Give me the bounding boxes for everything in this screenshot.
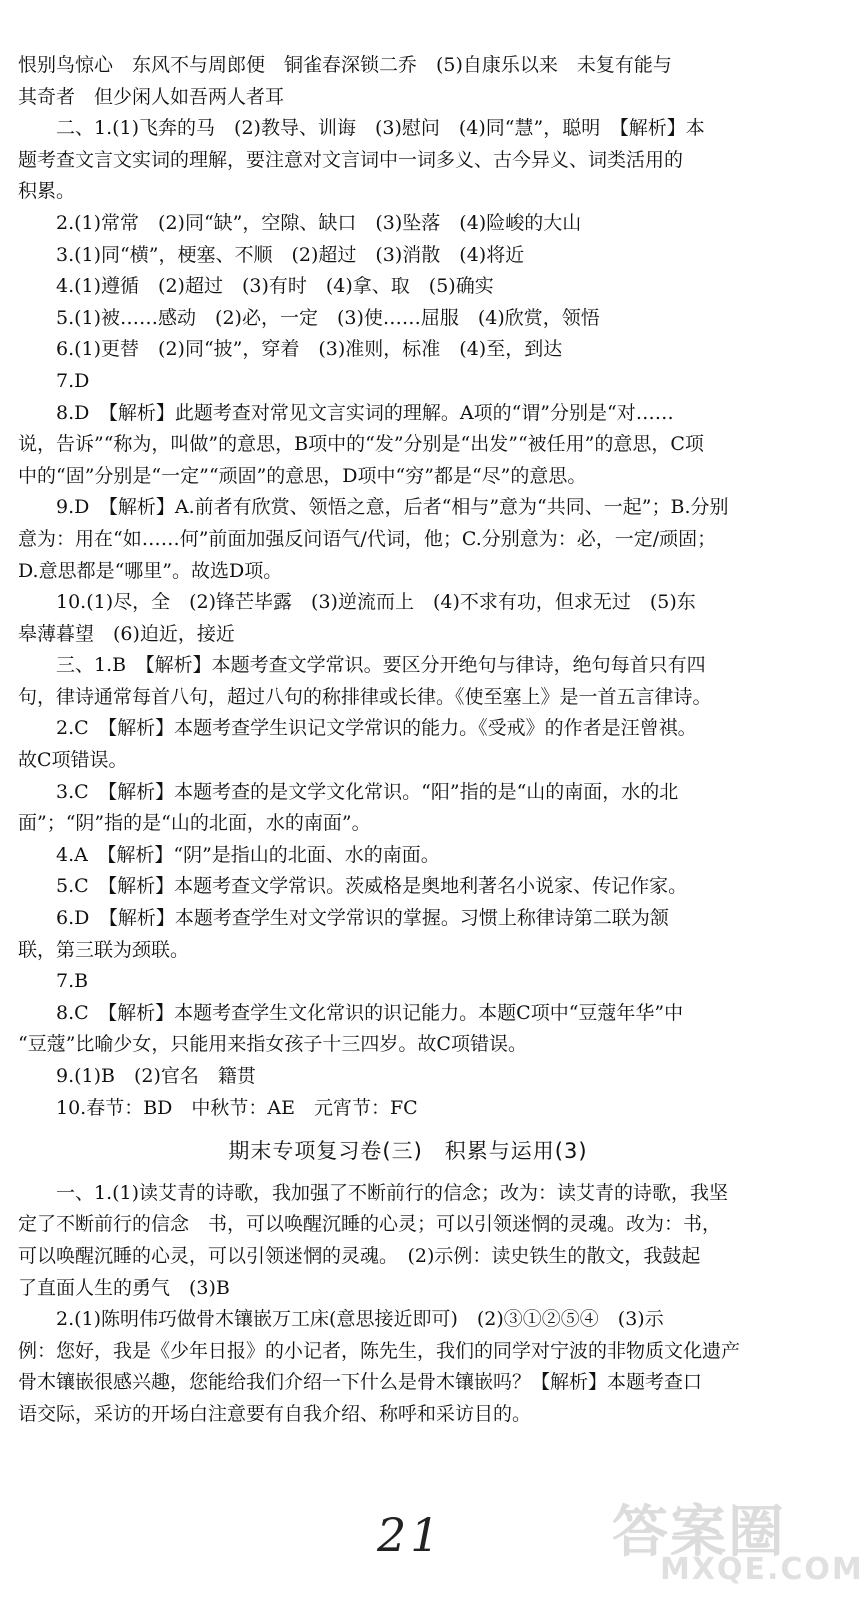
text-line: 可以唤醒沉睡的心灵，可以引领迷惘的灵魂。 (2)示例：读史铁生的散文，我鼓起 bbox=[18, 1244, 701, 1267]
text-line: 2.C 【解析】本题考查学生识记文学常识的能力。《受戒》的作者是汪曾祺。 bbox=[56, 717, 697, 740]
text-line: 题考查文言文实词的理解，要注意对文言词中一词多义、古今异义、词类活用的 bbox=[18, 148, 684, 171]
text-line: 联，第三联为颈联。 bbox=[18, 938, 190, 961]
text-line: 恨别鸟惊心 东风不与周郎便 铜雀春深锁二乔 (5)自康乐以来 未复有能与 bbox=[18, 54, 672, 76]
text-line: 7.D bbox=[56, 369, 90, 392]
text-line: 积累。 bbox=[18, 180, 76, 203]
text-line: 2.(1)常常 (2)同“缺”，空隙、缺口 (3)坠落 (4)险峻的大山 bbox=[56, 211, 582, 234]
text-line: 7.B bbox=[56, 970, 89, 993]
section-title: 期末专项复习卷(三) 积累与运用(3) bbox=[228, 1139, 588, 1164]
text-line: 面”；“阴”指的是“山的北面，水的南面”。 bbox=[18, 812, 371, 835]
text-line: 6.(1)更替 (2)同“披”，穿着 (3)准则，标准 (4)至，到达 bbox=[56, 338, 563, 361]
text-line: 9.D 【解析】A.前者有欣赏、领悟之意，后者“相与”意为“共同、一起”；B.分别 bbox=[56, 496, 729, 519]
text-line: 一、1.(1)读艾青的诗歌，我加强了不断前行的信念；改为：读艾青的诗歌，我坚 bbox=[56, 1181, 729, 1204]
text-line: 皋薄暮望 (6)迫近，接近 bbox=[18, 622, 235, 645]
text-line: 5.(1)被……感动 (2)必，一定 (3)使……屈服 (4)欣赏，领悟 bbox=[56, 306, 600, 329]
text-line: 中的“固”分别是“一定”“顽固”的意思，D项中“穷”都是“尽”的意思。 bbox=[18, 464, 587, 487]
handwritten-page-number: 21 bbox=[377, 1508, 444, 1562]
text-line: 说，告诉”“称为，叫做”的意思，B项中的“发”分别是“出发”“被任用”的意思，C项 bbox=[18, 433, 704, 456]
text-line: 了直面人生的勇气 (3)B bbox=[18, 1276, 230, 1299]
watermark-url-text: MXQE.COM bbox=[660, 1552, 864, 1587]
text-line: 骨木镶嵌很感兴趣，您能给我们介绍一下什么是骨木镶嵌吗？【解析】本题考查口 bbox=[18, 1371, 703, 1394]
text-line: 故C项错误。 bbox=[18, 749, 128, 772]
text-line: 5.C 【解析】本题考查文学常识。茨威格是奥地利著名小说家、传记作家。 bbox=[56, 875, 688, 898]
watermark-logo bbox=[612, 1488, 864, 1596]
watermark-logo-text: 答案圈 bbox=[612, 1500, 786, 1565]
text-line: 例：您好，我是《少年日报》的小记者，陈先生，我们的同学对宁波的非物质文化遗产 bbox=[18, 1339, 741, 1362]
text-line: 9.(1)B (2)官名 籍贯 bbox=[56, 1065, 256, 1087]
text-line: D.意思都是“哪里”。故选D项。 bbox=[18, 559, 283, 582]
text-line: 定了不断前行的信念 书，可以唤醒沉睡的心灵；可以引领迷惘的灵魂。改为：书， bbox=[18, 1213, 722, 1236]
answer-block-2 bbox=[18, 1178, 798, 1431]
text-line: 10.(1)尽，全 (2)锋芒毕露 (3)逆流而上 (4)不求有功，但求无过 (5)东 bbox=[56, 591, 696, 614]
text-line: 3.C 【解析】本题考查的是文学文化常识。“阳”指的是“山的南面，水的北 bbox=[56, 780, 679, 803]
text-line: 三、1.B 【解析】本题考查文学常识。要区分开绝句与律诗，绝句每首只有四 bbox=[56, 654, 706, 677]
text-line: “豆蔻”比喻少女，只能用来指女孩子十三四岁。故C项错误。 bbox=[18, 1033, 527, 1056]
text-line: 6.D 【解析】本题考查学生对文学常识的掌握。习惯上称律诗第二联为颔 bbox=[56, 907, 669, 930]
answer-page bbox=[18, 50, 798, 1431]
text-line: 3.(1)同“横”，梗塞、不顺 (2)超过 (3)消散 (4)将近 bbox=[56, 243, 525, 266]
text-line: 二、1.(1)飞奔的马 (2)教导、训诲 (3)慰问 (4)同“慧”，聪明 【解析】本 bbox=[56, 117, 705, 140]
text-line: 语交际，采访的开场白注意要有自我介绍、称呼和采访目的。 bbox=[18, 1402, 532, 1425]
text-line: 句，律诗通常每首八句，超过八句的称排律或长律。《使至塞上》是一首五言律诗。 bbox=[18, 685, 712, 708]
text-line: 8.C 【解析】本题考查学生文化常识的识记能力。本题C项中“豆蔻年华”中 bbox=[56, 1001, 684, 1024]
text-line: 4.A 【解析】“阴”是指山的北面、水的南面。 bbox=[56, 843, 440, 866]
text-line: 4.(1)遵循 (2)超过 (3)有时 (4)拿、取 (5)确实 bbox=[56, 275, 494, 298]
text-line: 其奇者 但少闲人如吾两人者耳 bbox=[18, 85, 285, 108]
text-line: 意为：用在“如……何”前面加强反问语气/代词，他；C.分别意为：必，一定/顽固； bbox=[18, 527, 717, 550]
text-line: 8.D 【解析】此题考查对常见文言实词的理解。A项的“谓”分别是“对…… bbox=[56, 401, 674, 424]
answer-block-1 bbox=[18, 50, 798, 1124]
text-line: 10.春节：BD 中秋节：AE 元宵节：FC bbox=[56, 1096, 418, 1119]
text-line: 2.(1)陈明伟巧做骨木镶嵌万工床(意思接近即可) (2)③①②⑤④ (3)示 bbox=[56, 1308, 664, 1331]
